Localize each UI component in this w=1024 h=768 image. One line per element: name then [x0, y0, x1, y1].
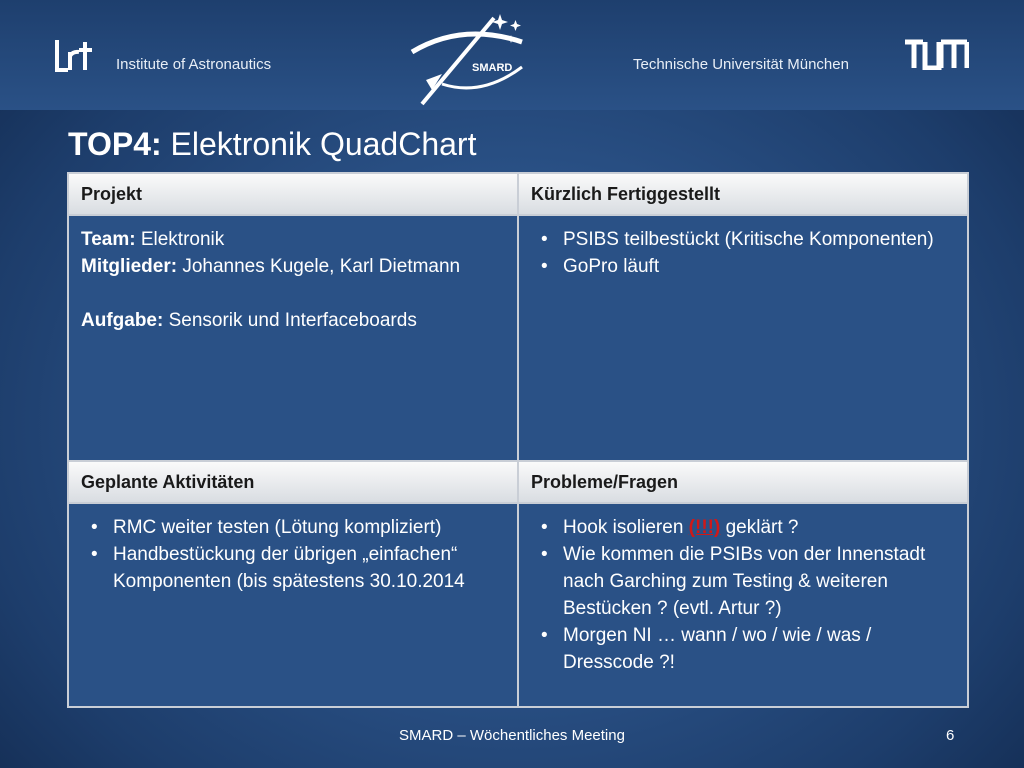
- slide-header: [0, 0, 1024, 110]
- list-item: • Wie kommen die PSIBs von der Innenstadt nach Garching zum Testing & weiteren Bestücken ? (evtl. Artur ?): [531, 541, 955, 622]
- members-line: Mitglieder: Johannes Kugele, Karl Dietmann: [81, 256, 461, 277]
- list-item: • PSIBS teilbestückt (Kritische Komponenten): [531, 226, 955, 253]
- divider-horizontal: [69, 460, 967, 462]
- kuerzlich-body: [519, 216, 967, 460]
- projekt-body: [69, 216, 517, 460]
- list-item: • GoPro läuft: [531, 253, 955, 280]
- divider-horizontal: [69, 214, 967, 216]
- urgent-marker: (!!!): [688, 517, 721, 538]
- geplant-heading: Geplante Aktivitäten: [69, 462, 517, 502]
- probleme-body: [519, 504, 967, 706]
- list-item: • Handbestückung der übrigen „einfachen“ Komponenten (bis spätestens 30.10.2014: [81, 541, 505, 595]
- projekt-heading: Projekt: [69, 174, 517, 214]
- footer-title: SMARD – Wöchentliches Meeting: [399, 727, 625, 744]
- probleme-heading: Probleme/Fragen: [519, 462, 967, 502]
- list-item: • Morgen NI … wann / wo / wie / was / Dresscode ?!: [531, 622, 955, 676]
- smard-logo-text: SMARD: [472, 62, 513, 74]
- slide-title: [68, 126, 476, 163]
- page-number: 6: [946, 727, 955, 744]
- divider-vertical: [517, 174, 519, 706]
- geplant-body: [69, 504, 517, 706]
- institute-name: Institute of Astronautics: [116, 56, 272, 73]
- tum-logo-icon: [903, 38, 969, 70]
- kuerzlich-heading: Kürzlich Fertiggestellt: [519, 174, 967, 214]
- quad-chart: [67, 172, 969, 708]
- team-line: Team: Elektronik: [81, 229, 225, 250]
- university-name: Technische Universität München: [633, 56, 849, 73]
- task-line: Aufgabe: Sensorik und Interfaceboards: [81, 310, 417, 331]
- list-item: • Hook isolieren (!!!) geklärt ?: [531, 514, 955, 541]
- list-item: • RMC weiter testen (Lötung kompliziert): [81, 514, 505, 541]
- divider-horizontal: [69, 502, 967, 504]
- title-text: Elektronik QuadChart: [161, 126, 477, 162]
- title-prefix: TOP4:: [68, 126, 162, 162]
- lrt-logo-icon: [54, 38, 94, 72]
- smard-logo-icon: [402, 12, 540, 107]
